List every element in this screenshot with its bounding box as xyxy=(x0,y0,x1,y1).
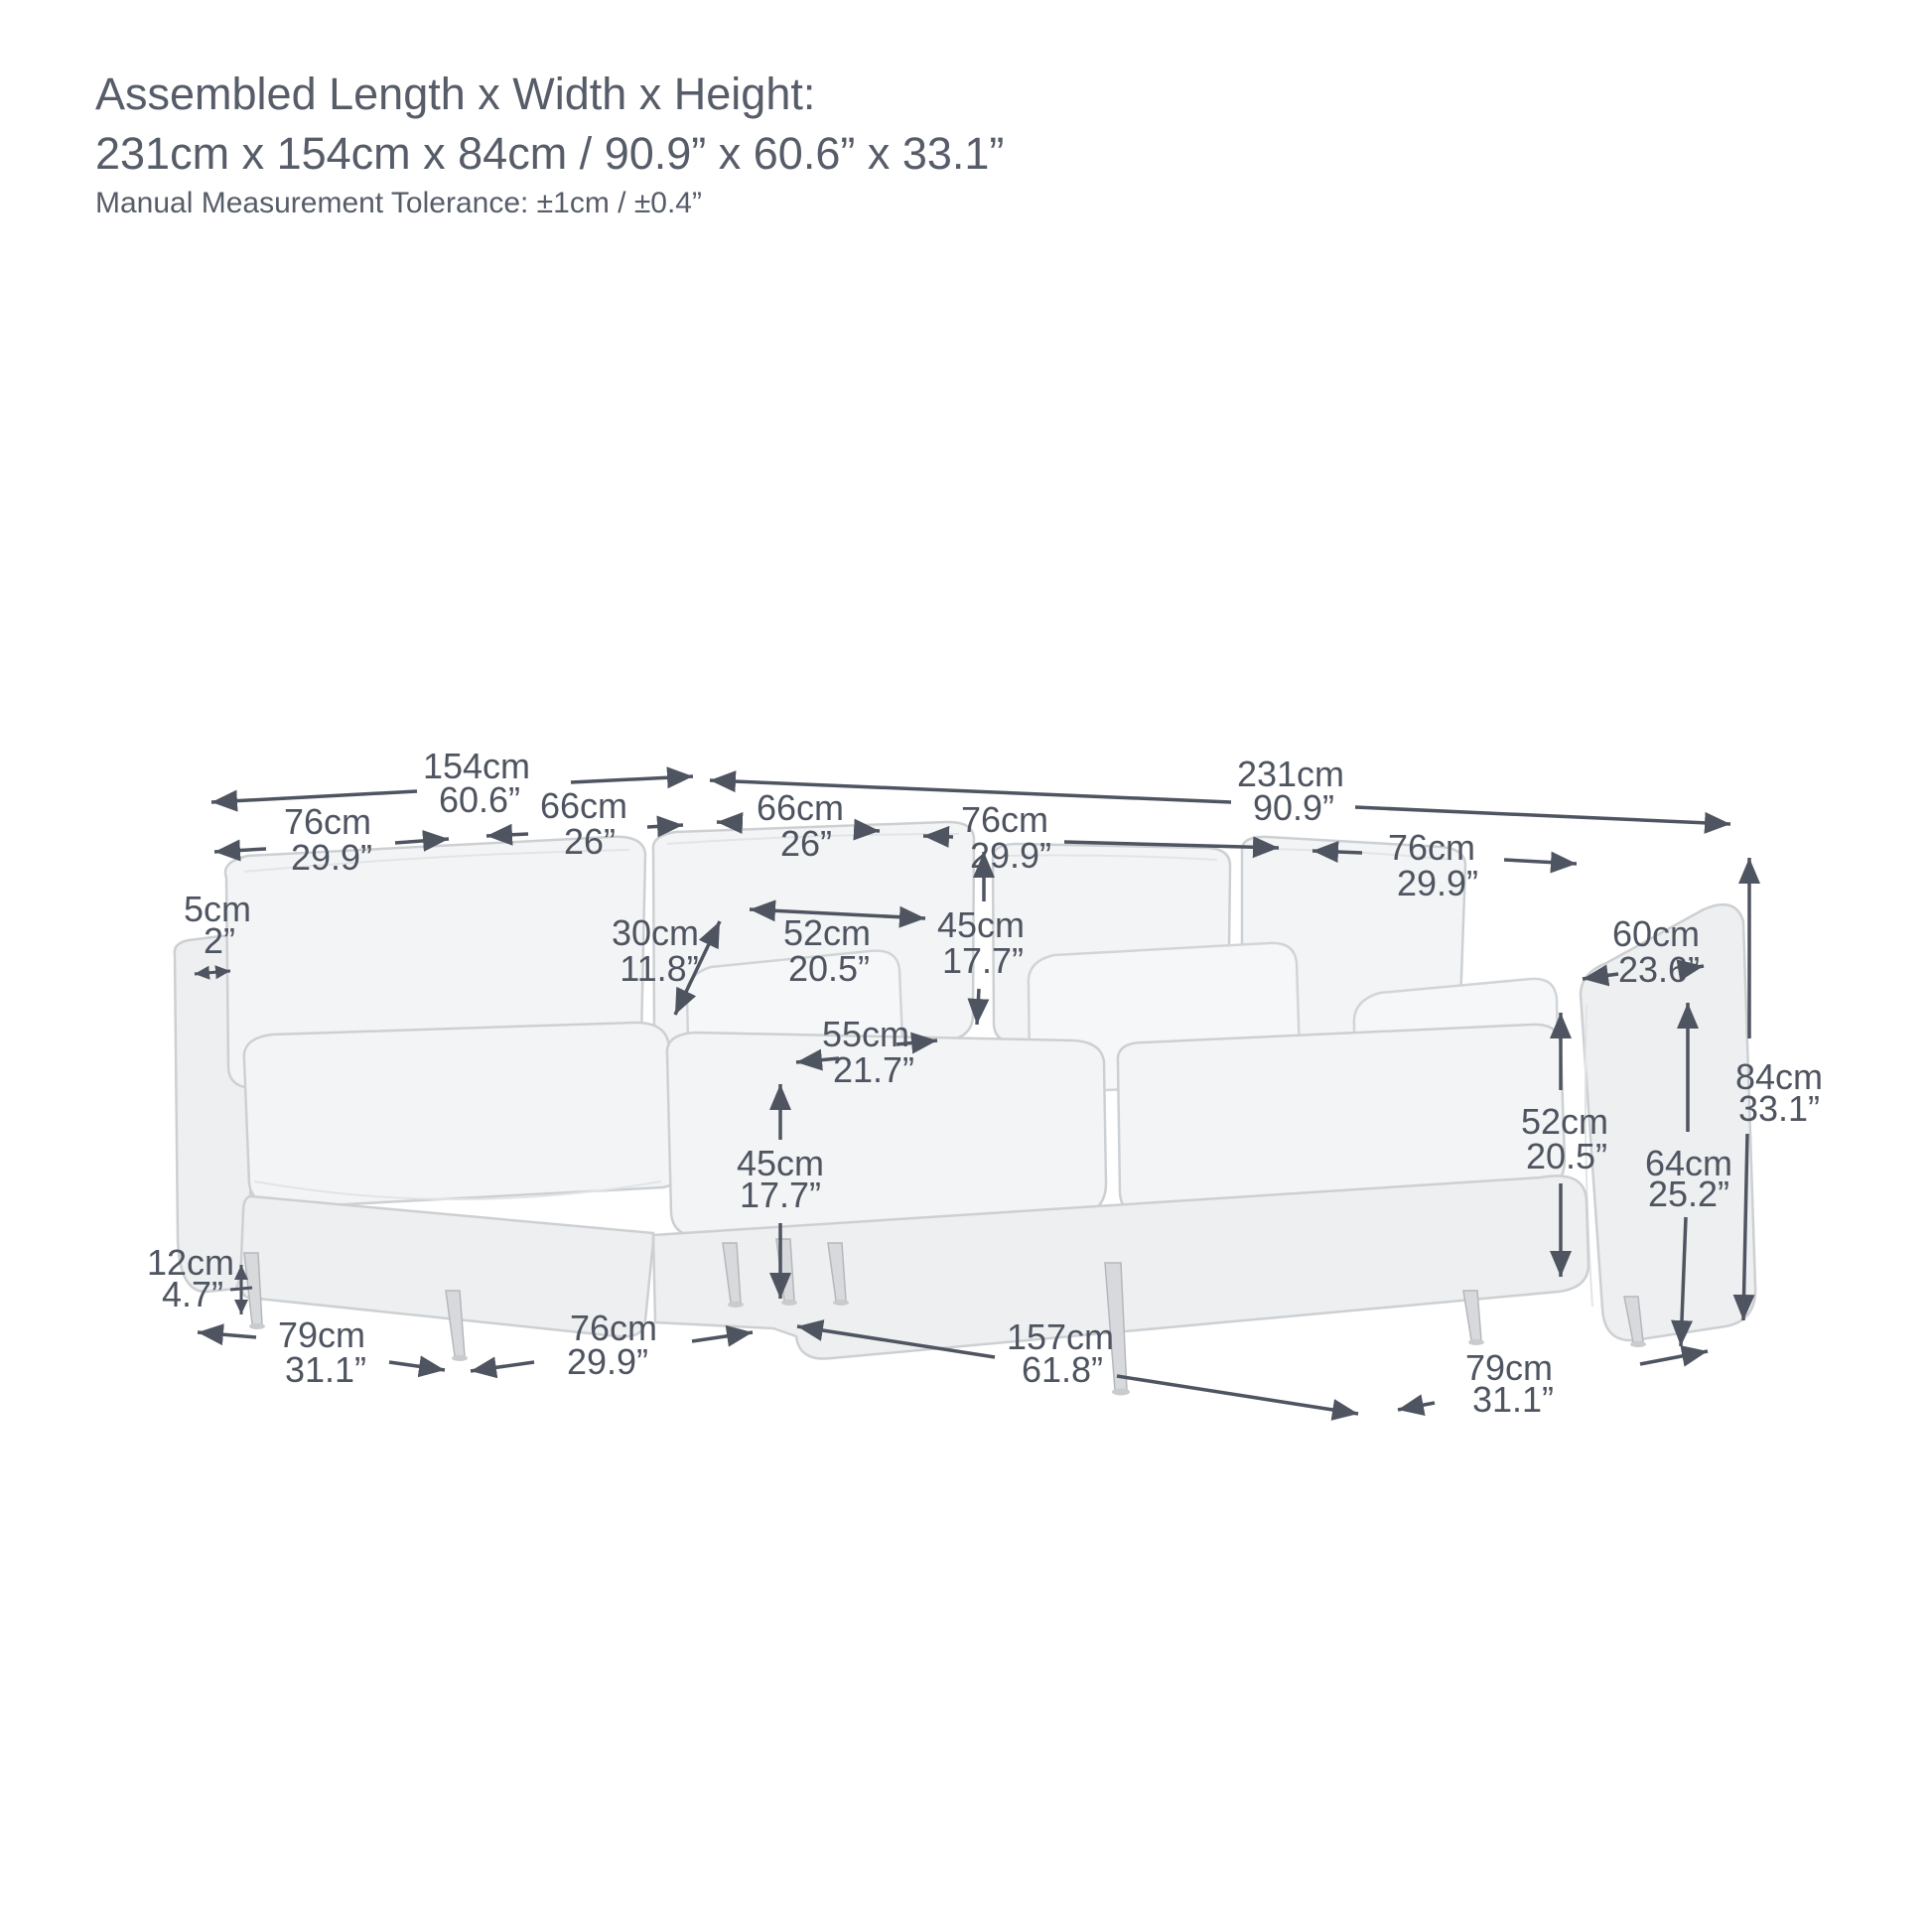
dim-left-back-cushion-inch: 29.9” xyxy=(290,837,373,878)
dim-middle-back-cushion-inch: 29.9” xyxy=(969,835,1052,876)
dim-pillow-width-inch: 20.5” xyxy=(787,948,871,989)
dim-middle-back-cushion-cm: 76cm xyxy=(960,799,1049,840)
tolerance-note: Manual Measurement Tolerance: ±1cm / ±0.4” xyxy=(95,187,702,219)
dim-left-module-depth-cm: 79cm xyxy=(277,1314,366,1355)
dim-seat-height-with-cushion-cm: 52cm xyxy=(1520,1101,1609,1142)
sofa-leg-foot xyxy=(781,1300,797,1306)
dim-arm-front-height-cm: 64cm xyxy=(1644,1143,1733,1183)
dim-back-height-cm: 45cm xyxy=(936,904,1026,945)
dim-right-module-depth xyxy=(1398,1347,1708,1420)
dim-left-module-depth xyxy=(198,1314,445,1390)
dim-corner-cushion-left-cm: 66cm xyxy=(539,785,628,826)
sofa-leg-foot xyxy=(1630,1341,1646,1347)
dim-total-height-cm: 84cm xyxy=(1734,1056,1824,1097)
dim-corner-cushion-right-inch: 26” xyxy=(779,823,833,864)
dim-right-back-cushion-inch: 29.9” xyxy=(1396,863,1479,903)
dim-leg-height-inch: 4.7” xyxy=(161,1274,224,1314)
dim-left-module-depth-inch: 31.1” xyxy=(284,1349,367,1390)
dim-right-back-cushion-cm: 76cm xyxy=(1387,827,1476,868)
dim-seat-height-with-cushion-inch: 20.5” xyxy=(1525,1136,1608,1176)
dim-pillow-height-inch: 11.8” xyxy=(620,948,699,989)
dim-back-panel-cm: 5cm xyxy=(183,889,252,929)
dim-arm-depth-cm: 60cm xyxy=(1611,913,1701,954)
dim-left-back-cushion-cm: 76cm xyxy=(283,801,372,842)
dim-chaise-seat-width-inch: 29.9” xyxy=(566,1341,649,1382)
dim-right-module-length-cm: 157cm xyxy=(1006,1316,1115,1357)
dim-corner-cushion-right-cm: 66cm xyxy=(756,787,845,828)
dim-pillow-width-cm: 52cm xyxy=(782,912,872,953)
dim-total-length-inch: 90.9” xyxy=(1252,787,1335,828)
sofa-leg-foot xyxy=(728,1302,744,1308)
dim-arm-depth-inch: 23.6” xyxy=(1617,949,1701,990)
dim-right-module-length-inch: 61.8” xyxy=(1021,1349,1104,1390)
dim-right-module-depth-inch: 31.1” xyxy=(1471,1379,1555,1420)
dim-corner-cushion-left-inch: 26” xyxy=(563,821,617,862)
assembled-size-title: Assembled Length x Width x Height: xyxy=(95,69,816,119)
dim-seat-depth-cm: 55cm xyxy=(821,1014,910,1054)
chaise-seat-cushion xyxy=(244,1023,694,1207)
sofa-leg-foot xyxy=(833,1300,849,1306)
dim-total-width-inch: 60.6” xyxy=(438,779,521,820)
dim-total-length-cm: 231cm xyxy=(1236,754,1345,794)
dim-leg-height-cm: 12cm xyxy=(146,1242,235,1283)
sofa-leg-foot xyxy=(452,1355,468,1361)
sofa-leg xyxy=(1463,1291,1481,1340)
dim-arm-front-height-inch: 25.2” xyxy=(1647,1173,1730,1214)
dim-total-width-cm: 154cm xyxy=(422,746,531,786)
dim-pillow-height-cm: 30cm xyxy=(611,912,700,953)
dim-back-height-inch: 17.7” xyxy=(941,940,1025,981)
dim-back-panel-inch: 2” xyxy=(203,920,236,961)
dim-total-length xyxy=(710,754,1730,828)
dim-seat-height-inch: 17.7” xyxy=(739,1174,822,1215)
dim-total-height-inch: 33.1” xyxy=(1737,1088,1821,1129)
sofa-leg-foot xyxy=(1468,1339,1484,1345)
assembled-size-values: 231cm x 154cm x 84cm / 90.9” x 60.6” x 33.1” xyxy=(95,128,1005,179)
dim-chaise-seat-width-cm: 76cm xyxy=(569,1308,658,1348)
sofa-leg-foot xyxy=(1112,1389,1130,1396)
dim-seat-height-cm: 45cm xyxy=(736,1143,825,1183)
dim-right-module-depth-cm: 79cm xyxy=(1464,1347,1554,1388)
sofa-leg-foot xyxy=(249,1323,265,1329)
dim-seat-depth-inch: 21.7” xyxy=(832,1049,915,1090)
